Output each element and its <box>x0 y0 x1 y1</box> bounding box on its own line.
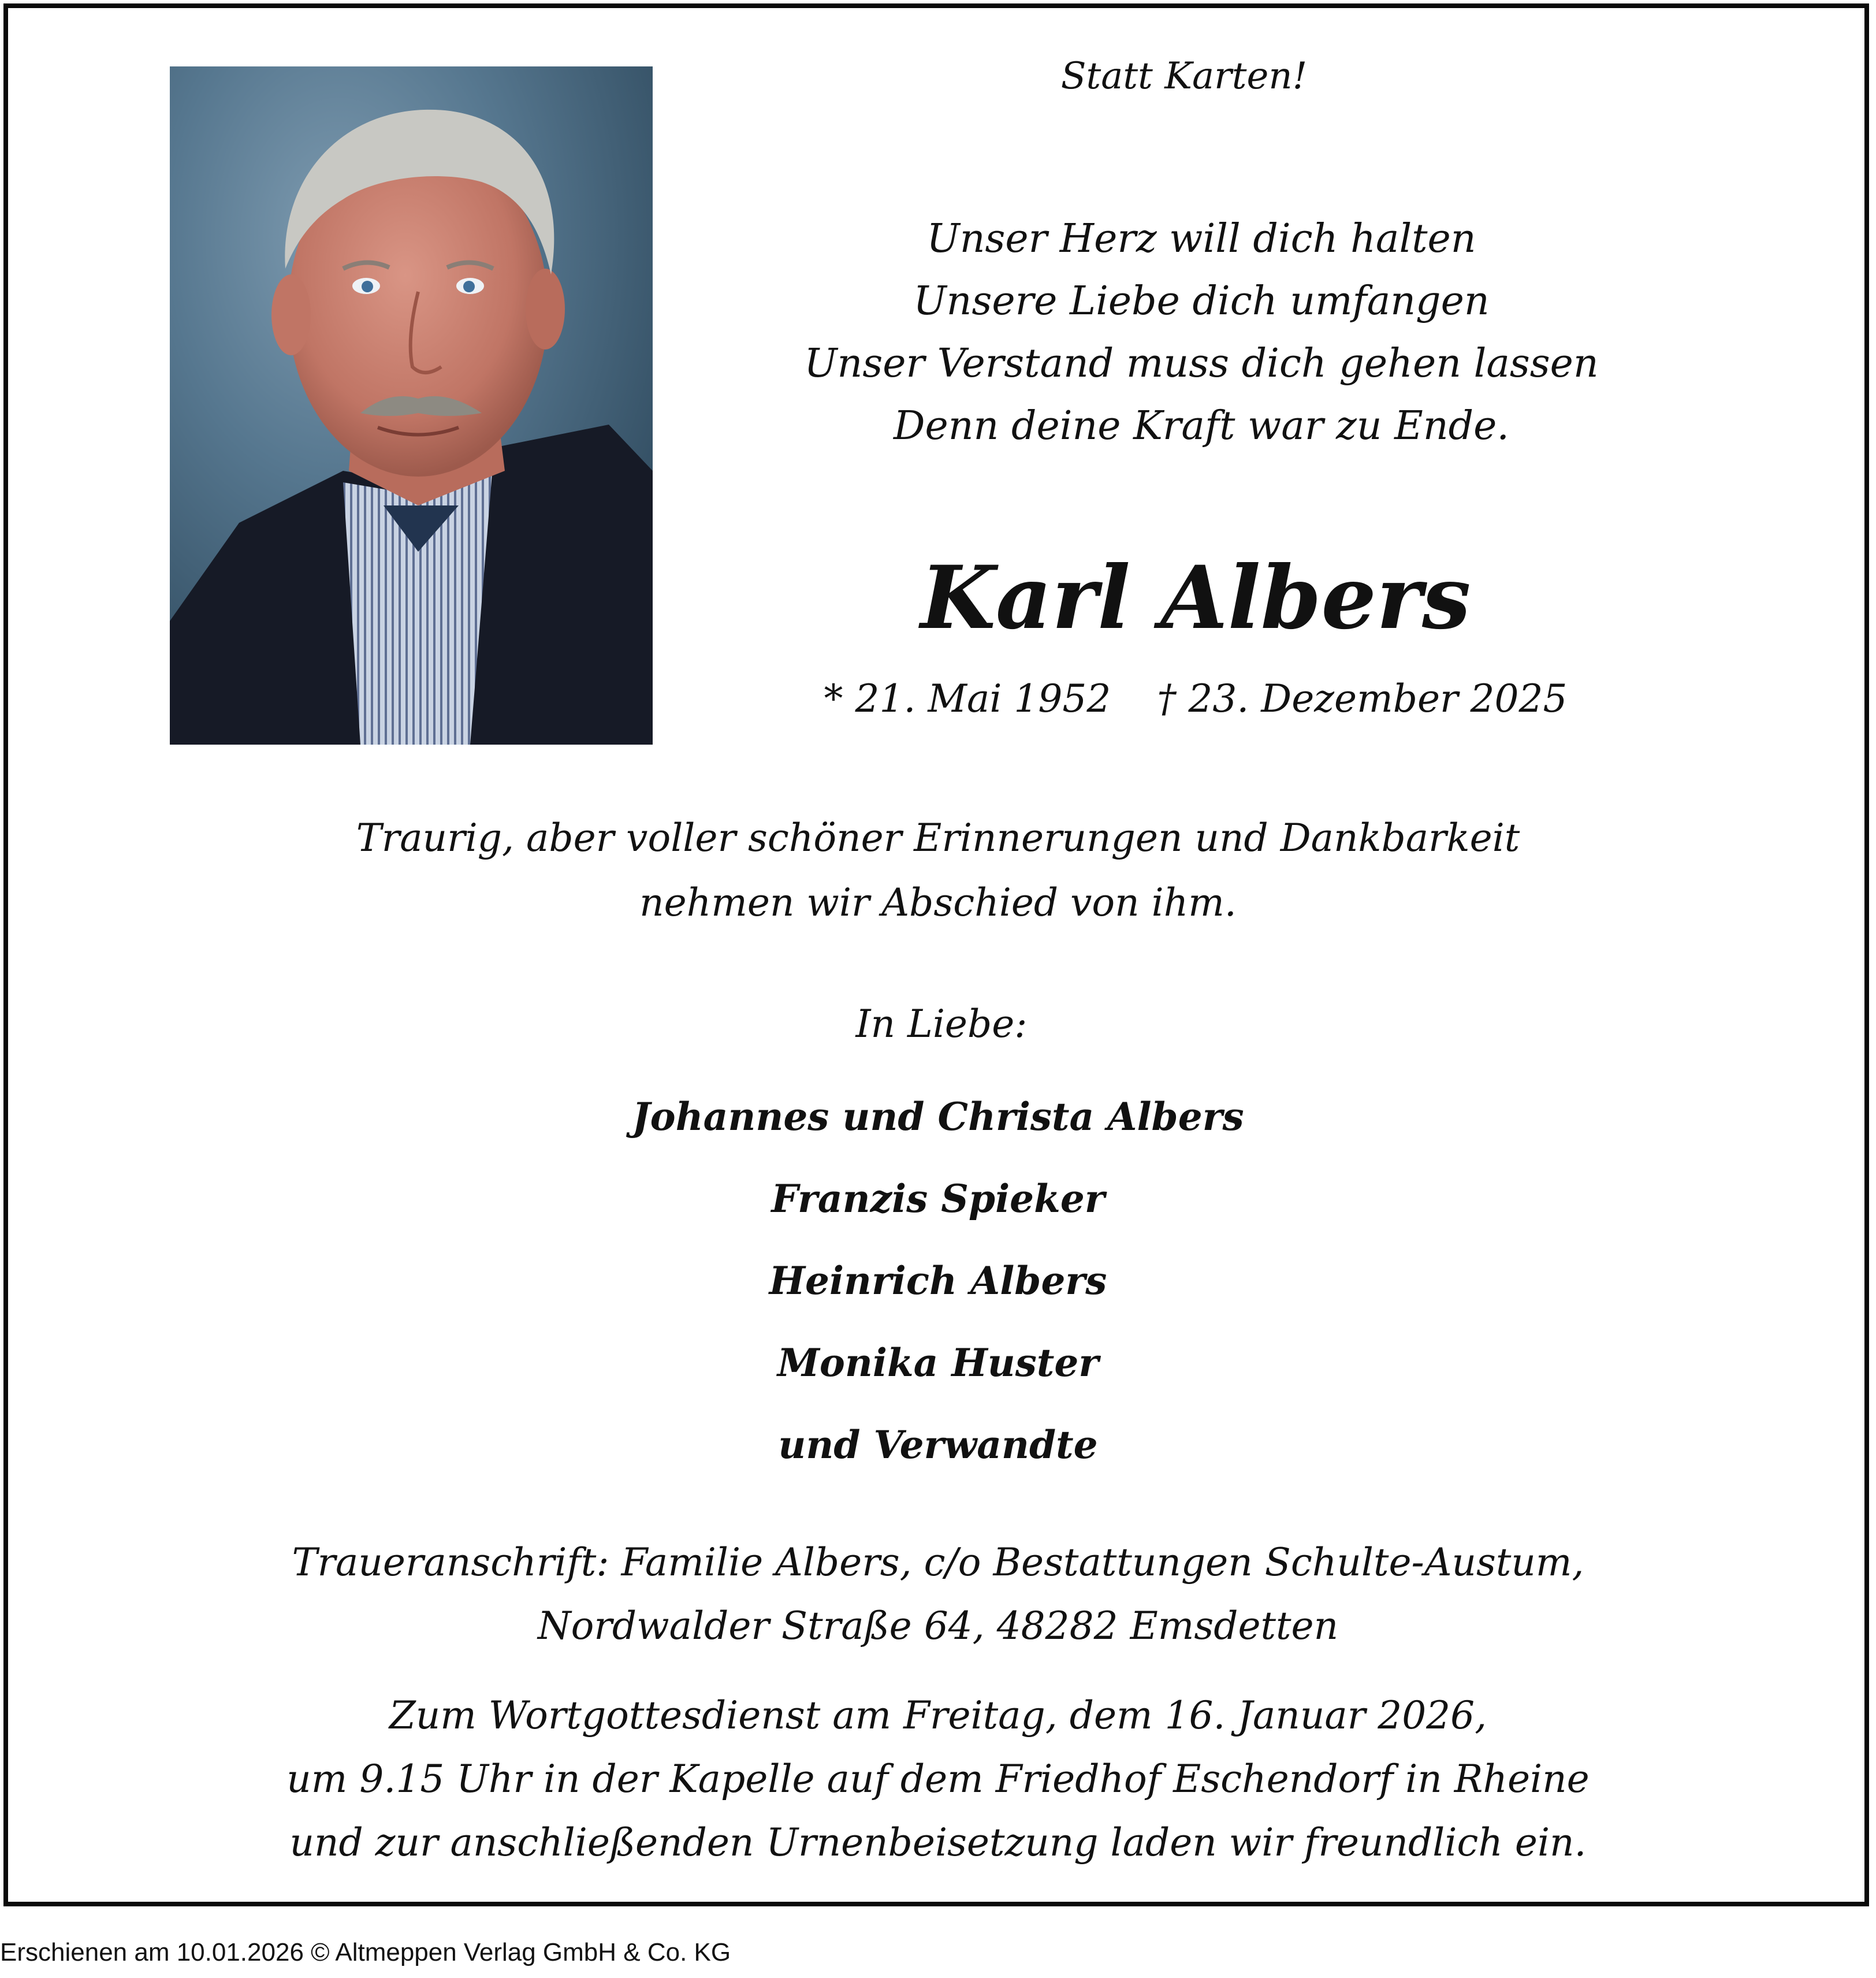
mourner-name: Johannes und Christa Albers <box>632 1094 1244 1139</box>
mourner-name: Monika Huster <box>777 1340 1099 1385</box>
verse-line: Unsere Liebe dich umfangen <box>913 278 1490 324</box>
notice-heading: Statt Karten! <box>1060 55 1308 98</box>
service-line: und zur anschließenden Urnenbeisetzung laden wir freundlich ein. <box>289 1820 1587 1865</box>
publication-credit: Erschienen am 10.01.2026 © Altmeppen Verlag GmbH & Co. KG <box>0 1938 731 1966</box>
mourners-list <box>476 1076 1400 1486</box>
service-line: Zum Wortgottesdienst am Freitag, dem 16. Januar 2026, <box>389 1693 1487 1738</box>
address-line: Nordwalder Straße 64, 48282 Emsdetten <box>537 1604 1339 1648</box>
birth-date: * 21. Mai 1952 <box>824 676 1111 721</box>
death-date: † 23. Dezember 2025 <box>1157 676 1568 721</box>
farewell-line: Traurig, aber voller schöner Erinnerungen und Dankbarkeit <box>356 816 1520 860</box>
mourning-address <box>187 1531 1689 1658</box>
memorial-verse <box>728 208 1675 458</box>
mourner-name: Franzis Spieker <box>771 1176 1105 1221</box>
service-line: um 9.15 Uhr in der Kapelle auf dem Friedhof Eschendorf in Rheine <box>286 1757 1590 1801</box>
portrait-photo <box>170 66 653 745</box>
mourner-name: und Verwandte <box>778 1422 1098 1467</box>
deceased-name: Karl Albers <box>920 547 1471 649</box>
address-line: Traueranschrift: Familie Albers, c/o Bestattungen Schulte-Austum, <box>292 1540 1584 1585</box>
verse-line: Unser Herz will dich halten <box>926 216 1476 262</box>
mourner-name: Heinrich Albers <box>769 1258 1107 1303</box>
in-love-label: In Liebe: <box>855 1002 1028 1046</box>
portrait-illustration <box>170 66 653 745</box>
farewell-text <box>245 806 1631 935</box>
service-details <box>187 1684 1689 1875</box>
verse-line: Denn deine Kraft war zu Ende. <box>893 403 1510 449</box>
life-dates <box>751 673 1640 725</box>
farewell-line: nehmen wir Abschied von ihm. <box>639 880 1237 925</box>
verse-line: Unser Verstand muss dich gehen lassen <box>804 341 1599 386</box>
